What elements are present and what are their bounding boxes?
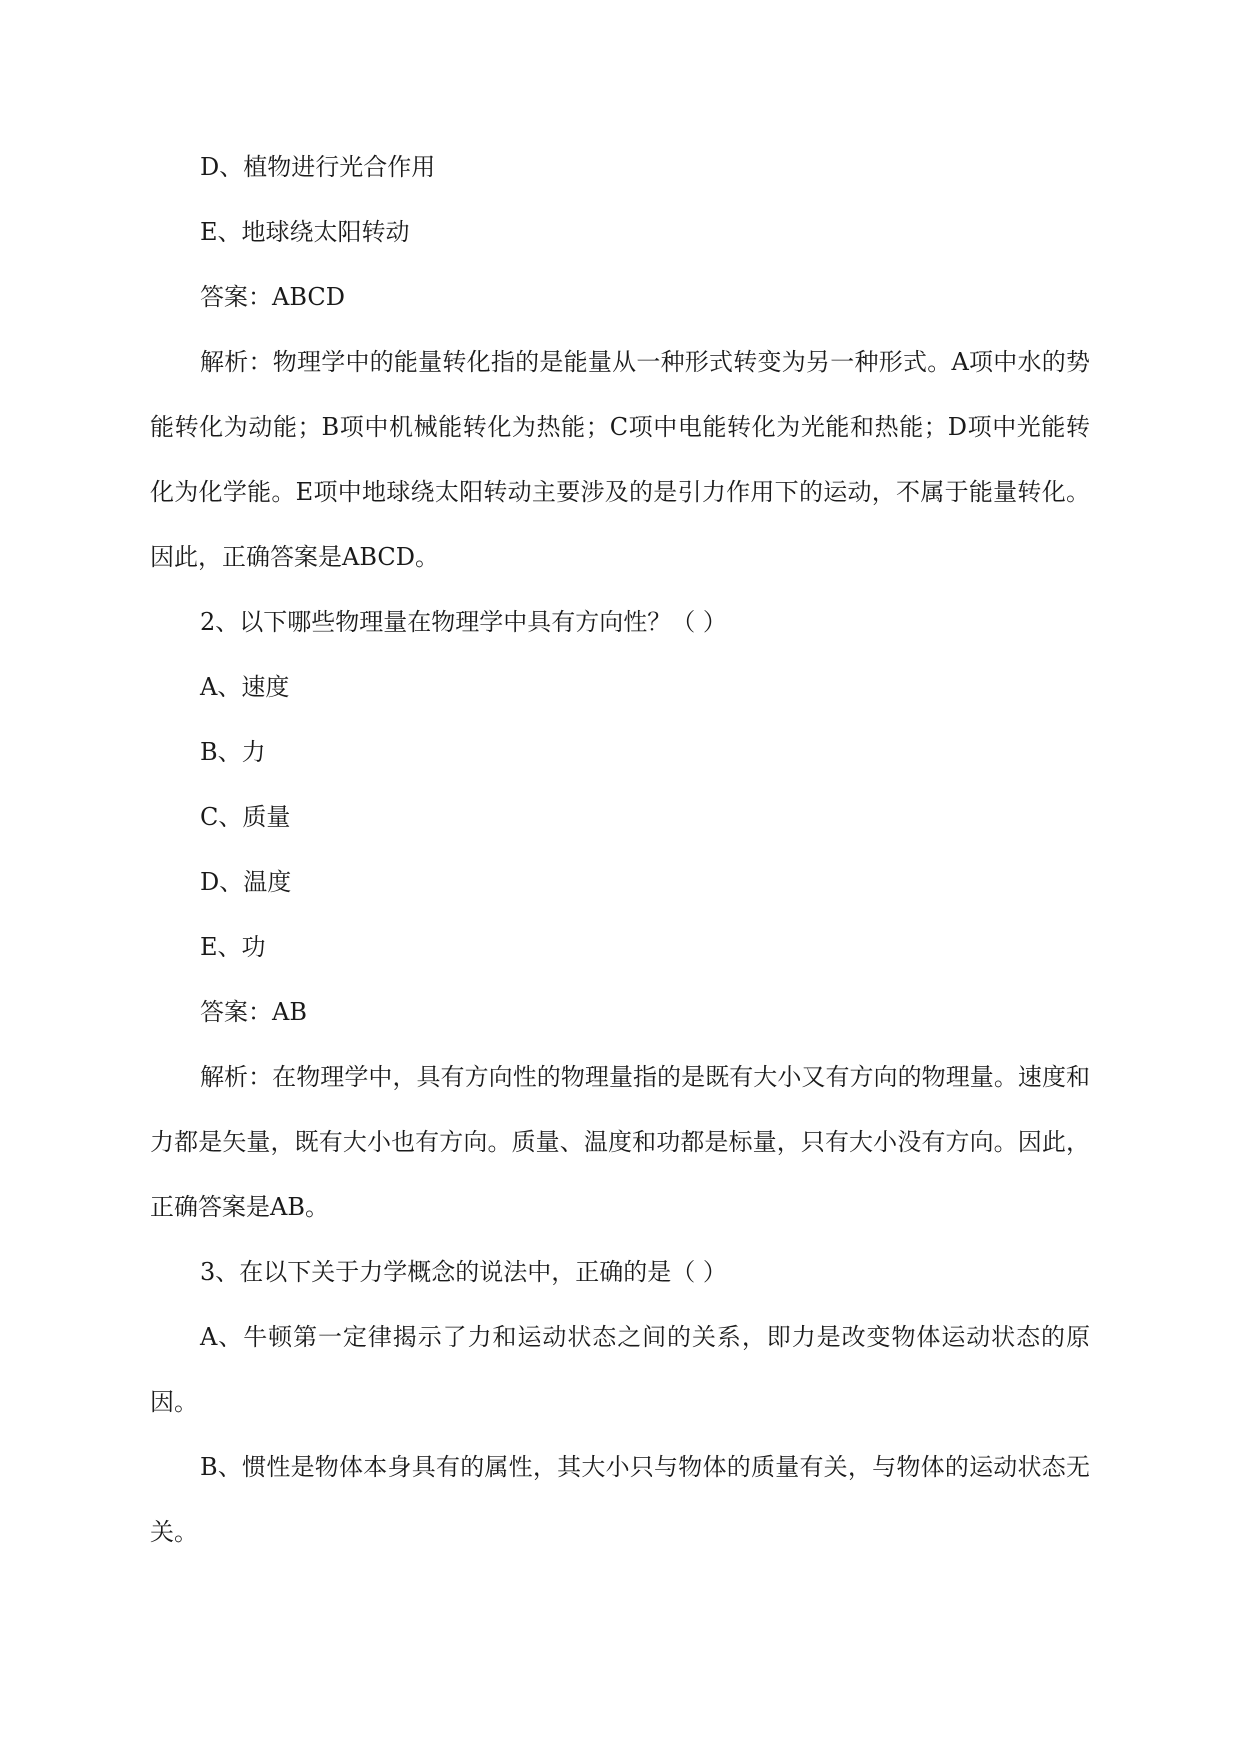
q1-answer: 答案：ABCD (200, 283, 346, 311)
q2-option-b: B、力 (200, 738, 266, 766)
q3-question: 3、在以下关于力学概念的说法中，正确的是（ ） (200, 1258, 727, 1286)
q1-explanation: 解析：物理学中的能量转化指的是能量从一种形式转变为另一种形式。A项中水的势能转化为动能；B项中机械能转化为热能；C项中电能转化为光能和热能；D项中光能转化为化学能。E项中地球绕太阳转动主要涉及的是引力作用下的运动，不属于能量转化。因此，正确答案是ABCD。 (150, 348, 1090, 571)
q1-option-d: D、植物进行光合作用 (200, 153, 436, 181)
q2-option-a: A、速度 (200, 673, 290, 701)
q3-option-b: B、惯性是物体本身具有的属性，其大小只与物体的质量有关，与物体的运动状态无关。 (150, 1453, 1090, 1546)
q2-explanation: 解析：在物理学中，具有方向性的物理量指的是既有大小又有方向的物理量。速度和力都是矢量，既有大小也有方向。质量、温度和功都是标量，只有大小没有方向。因此，正确答案是AB。 (150, 1063, 1090, 1221)
q2-option-c: C、质量 (200, 803, 291, 831)
q2-answer: 答案：AB (200, 998, 307, 1026)
q2-option-e: E、功 (200, 933, 266, 961)
document-body (150, 135, 1090, 1565)
q1-option-e: E、地球绕太阳转动 (200, 218, 410, 246)
q2-option-d: D、温度 (200, 868, 292, 896)
q2-question: 2、以下哪些物理量在物理学中具有方向性？（ ） (200, 608, 727, 636)
q3-option-a: A、牛顿第一定律揭示了力和运动状态之间的关系，即力是改变物体运动状态的原因。 (150, 1323, 1090, 1416)
